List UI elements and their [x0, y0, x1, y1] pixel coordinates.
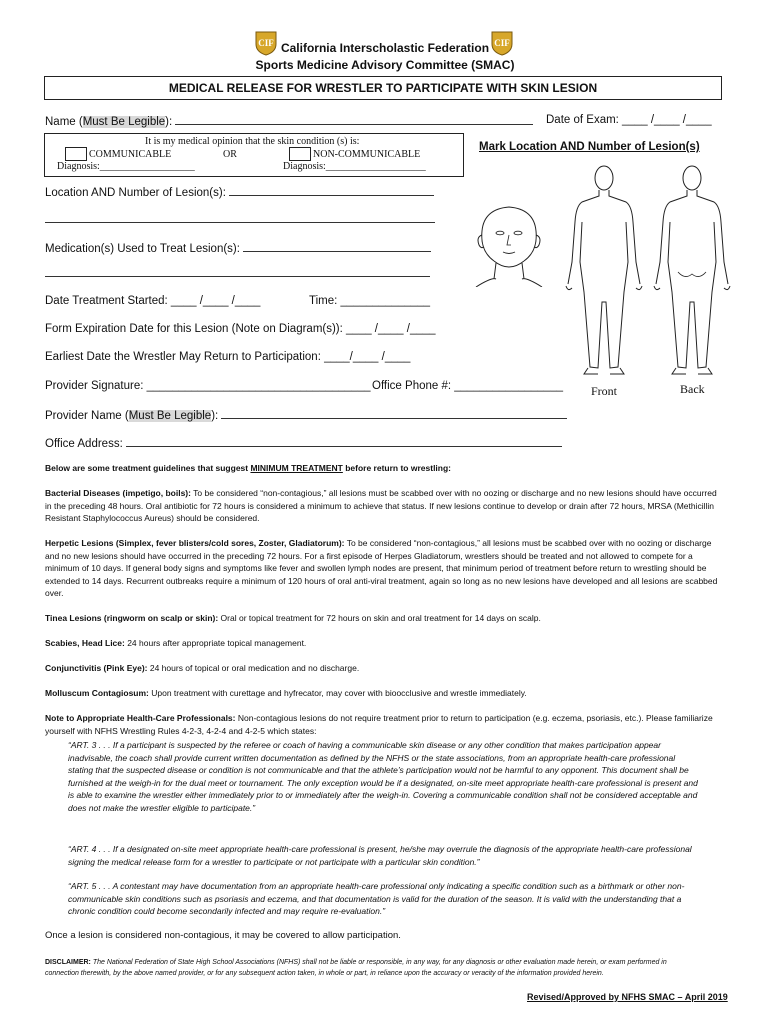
- expiration-field[interactable]: Form Expiration Date for this Lesion (Note on Diagram(s)): ____ /____ /____: [45, 323, 436, 335]
- non-communicable-label: NON-COMMUNICABLE: [313, 149, 421, 160]
- diagnosis-field-2[interactable]: Diagnosis:____________________: [283, 161, 426, 172]
- earliest-return-field[interactable]: Earliest Date the Wrestler May Return to Participation: ____/____ /____: [45, 351, 411, 363]
- name-field[interactable]: Name (Must Be Legible):: [45, 114, 533, 128]
- opinion-text: It is my medical opinion that the skin condition (s) is:: [145, 136, 360, 147]
- communicable-label: COMMUNICABLE: [89, 149, 172, 160]
- revised-approved: Revised/Approved by NFHS SMAC – April 2019: [527, 992, 728, 1002]
- bacterial-paragraph: Bacterial Diseases (impetigo, boils): To be considered “non-contagious,” all lesions must be scabbed over with no oozing or discharge and no new lesions should have occurred in the preceding 48 hours. Oral antibiotic for 72 hours is considered a minimum to achieve that status. If new lesions continue to develop or drain after 72 hours, MRSA (Methicillin Resistant Staphylococcus Aureus) should be considered.: [45, 488, 717, 524]
- front-label: Front: [591, 384, 618, 398]
- location-line-2[interactable]: [45, 222, 435, 223]
- conjunctivitis-paragraph: Conjunctivitis (Pink Eye): 24 hours of topical or oral medication and no discharge.: [45, 663, 360, 673]
- provider-signature-field[interactable]: Provider Signature: ___________________________________: [45, 380, 371, 392]
- communicable-checkbox[interactable]: [65, 147, 87, 161]
- note-paragraph: Note to Appropriate Health-Care Professionals: Non-contagious lesions do not require treatment prior to return to participation (e.g. eczema, psoriasis, etc.). Please familiarize yourself with NFHS Wrestling Rules 4-2-3, 4-2-4 and 4-2-5 which states:: [45, 713, 713, 736]
- date-of-exam-field[interactable]: Date of Exam: ____ /____ /____: [546, 114, 712, 126]
- svg-text:CIF: CIF: [258, 38, 274, 48]
- date-treatment-field[interactable]: Date Treatment Started: ____ /____ /____: [45, 295, 261, 307]
- medication-field[interactable]: Medication(s) Used to Treat Lesion(s):: [45, 241, 431, 255]
- form-title: MEDICAL RELEASE FOR WRESTLER TO PARTICIPATE WITH SKIN LESION: [44, 76, 722, 100]
- molluscum-paragraph: Molluscum Contagiosum: Upon treatment with curettage and hyfrecator, may cover with bioocclusive and wrestle immediately.: [45, 688, 527, 698]
- time-field[interactable]: Time: ______________: [309, 295, 431, 307]
- back-label: Back: [680, 382, 705, 396]
- org-name: California Interscholastic Federation: [280, 41, 490, 55]
- herpetic-paragraph: Herpetic Lesions (Simplex, fever blisters/cold sores, Zoster, Gladiatorum): To be considered “non-contagious,” all lesions must be scabbed over with no oozing or discharge and no new lesions should have occurred in the preceding 72 hours. For a first episode of Herpes Gladiatorum, wrestlers should be treated and not allowed to compete for a minimum of 10 days. If general body signs and symptoms like fever and swollen lymph nodes are present, that minimum period of treatment before return to wrestling should be extended to 14 days. Recurrent outbreaks require a minimum of 120 hours of oral anti-viral treatment, again so long as no new lesions have developed and all lesions are scabbed over.: [45, 538, 718, 599]
- or-label: OR: [223, 149, 237, 160]
- provider-name-field[interactable]: Provider Name (Must Be Legible):: [45, 408, 567, 422]
- covered-note: Once a lesion is considered non-contagious, it may be covered to allow participation.: [45, 930, 401, 941]
- art3-quote: “ART. 3 . . . If a participant is suspected by the referee or coach of having a communicable skin disease or any other condition that makes participation appear inadvisable, the coach shall provide current written documentation as defined by the NFHS or the state associations, from an appropriate health-care professional stating that the suspected disease or condition is not communicable and that the athlete’s participation would not be harmful to any opponent. This document shall be furnished at the weigh-in for the dual meet or tournament. The only exception would be if a designated, on-site meet appropriate health-care professional is present and is able to examine the wrestler either immediately prior to or immediately after the weigh-in. Covering a communicable condition shall not be considered acceptable and does not make the wrestler eligible to participate.”: [68, 740, 698, 813]
- front-body-diagram[interactable]: [560, 162, 648, 382]
- opinion-box: [44, 133, 464, 177]
- art4-quote: “ART. 4 . . . If a designated on-site meet appropriate health-care professional is present, he/she may overrule the diagnosis of the appropriate health-care professional signing the medical release form for a wrestler to participate or not participate with a particular skin condition.”: [68, 844, 692, 867]
- diagnosis-field-1[interactable]: Diagnosis:___________________: [57, 161, 195, 172]
- office-phone-field[interactable]: Office Phone #: _________________: [372, 380, 563, 392]
- medication-line-2[interactable]: [45, 276, 430, 277]
- location-field[interactable]: Location AND Number of Lesion(s):: [45, 185, 434, 199]
- office-address-field[interactable]: Office Address:: [45, 436, 562, 450]
- mark-lesion-heading: Mark Location AND Number of Lesion(s): [479, 141, 700, 153]
- scabies-paragraph: Scabies, Head Lice: 24 hours after appropriate topical management.: [45, 638, 307, 648]
- tinea-paragraph: Tinea Lesions (ringworm on scalp or skin): Oral or topical treatment for 72 hours on skin and oral treatment for 14 days on scalp.: [45, 613, 541, 623]
- art5-quote: “ART. 5 . . . A contestant may have documentation from an appropriate health-care professional only indicating a specific condition such as a birthmark or other non-communicable skin conditions such as psoriasis and eczema, and that documentation is valid for the duration of the season. It is valid with the understanding that a chronic condition could become secondarily infected and may require re-evaluation.”: [68, 881, 685, 917]
- head-diagram[interactable]: [472, 203, 546, 287]
- name-line[interactable]: [175, 114, 533, 125]
- svg-text:CIF: CIF: [494, 38, 510, 48]
- committee-name: Sports Medicine Advisory Committee (SMAC): [255, 58, 515, 72]
- non-communicable-checkbox[interactable]: [289, 147, 311, 161]
- guidelines-intro: Below are some treatment guidelines that suggest MINIMUM TREATMENT before return to wrestling:: [45, 463, 452, 473]
- back-body-diagram[interactable]: [648, 162, 736, 382]
- disclaimer: DISCLAIMER: The National Federation of State High School Associations (NFHS) shall not be liable or responsible, in any way, for any diagnosis or other evaluation made herein, or exam performed in connection therewith, by the above named provider, or for any subsequent action taken, in whole or part, in reliance upon the accuracy or veracity of the information provided herein.: [45, 959, 667, 977]
